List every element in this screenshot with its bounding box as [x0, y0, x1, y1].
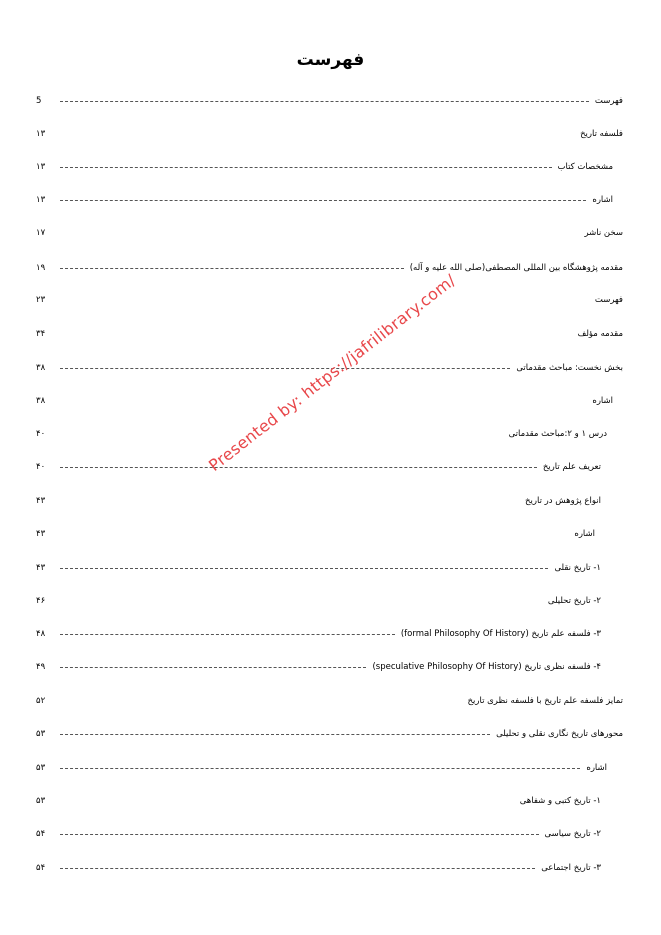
- toc-entry-label: مقدمه پژوهشگاه بین المللی المصطفی(صلی الله علیه و آله): [409, 263, 623, 273]
- toc-entry-label: اشاره: [592, 396, 613, 406]
- toc-entry[interactable]: [36, 626, 623, 642]
- toc-entry-label: ۱- تاریخ نقلی: [554, 563, 601, 573]
- dot-leader: [60, 834, 539, 835]
- toc-entry[interactable]: [36, 260, 623, 276]
- toc-entry-page: ۱۳: [36, 195, 46, 205]
- toc-entry[interactable]: [36, 826, 623, 842]
- toc-entry-page: ۵۲: [36, 696, 46, 706]
- toc-entry-page: ۵۴: [36, 829, 46, 839]
- toc-entry[interactable]: [36, 526, 623, 542]
- dot-leader: [60, 268, 404, 269]
- dot-leader: [60, 467, 537, 468]
- toc-entry-page: ۵۴: [36, 863, 46, 873]
- toc-entry-label: فلسفه تاریخ: [580, 129, 623, 139]
- toc-entry-page: 5: [36, 96, 42, 106]
- toc-entry-label: ۴- فلسفه نظری تاریخ (speculative Philosophy Of History): [372, 662, 601, 672]
- dot-leader: [60, 568, 548, 569]
- toc-entry[interactable]: [36, 493, 623, 509]
- toc-entry-page: ۴۶: [36, 596, 46, 606]
- toc-entry-page: ۴۰: [36, 462, 46, 472]
- toc-entry-label: اشاره: [592, 195, 613, 205]
- toc-entry-label: اشاره: [574, 529, 595, 539]
- toc-entry-label: ۲- تاریخ سیاسی: [544, 829, 601, 839]
- toc-entry-label: فهرست: [594, 96, 623, 106]
- dot-leader: [60, 667, 366, 668]
- toc-entry-page: ۱۷: [36, 228, 46, 238]
- toc-entry[interactable]: [36, 393, 623, 409]
- dot-leader: [60, 634, 395, 635]
- dot-leader: [60, 200, 586, 201]
- dot-leader: [60, 734, 490, 735]
- toc-entry-page: ۴۳: [36, 496, 46, 506]
- toc-entry-page: ۵۳: [36, 729, 46, 739]
- toc-entry-page: ۳۸: [36, 396, 46, 406]
- toc-entry[interactable]: [36, 326, 623, 342]
- toc-entry-label: درس ۱ و ۲:مباحث مقدماتی: [508, 429, 607, 439]
- toc-entry-label: مقدمه مؤلف: [577, 329, 623, 339]
- toc-entry-page: ۴۳: [36, 563, 46, 573]
- toc-entry-label: مشخصات کتاب: [557, 162, 613, 172]
- toc-entry-page: ۴۹: [36, 662, 46, 672]
- toc-entry-page: ۱۳: [36, 129, 46, 139]
- toc-entry[interactable]: [36, 593, 623, 609]
- toc-entry-page: ۵۳: [36, 796, 46, 806]
- toc-entry-page: ۲۳: [36, 295, 46, 305]
- toc-entry[interactable]: [36, 426, 623, 442]
- watermark: Presented by: https://jafrilibrary.com/: [205, 270, 460, 475]
- toc-entry[interactable]: [36, 225, 623, 241]
- toc-entry-label: اشاره: [586, 763, 607, 773]
- toc-entry-label: ۲- تاریخ تحلیلی: [547, 596, 601, 606]
- page-title: فهرست: [296, 50, 365, 70]
- toc-entry[interactable]: [36, 126, 623, 142]
- toc-entry[interactable]: [36, 459, 623, 475]
- toc-entry-page: ۴۸: [36, 629, 46, 639]
- toc-entry[interactable]: [36, 860, 623, 876]
- toc-entry[interactable]: [36, 659, 623, 675]
- toc-entry-label: تمایز فلسفه علم تاریخ با فلسفه نظری تاریخ: [467, 696, 623, 706]
- toc-entry-page: ۱۹: [36, 263, 46, 273]
- dot-leader: [60, 101, 589, 102]
- toc-entry-label: محورهای تاریخ نگاری نقلی و تحلیلی: [496, 729, 623, 739]
- toc-entry[interactable]: [36, 693, 623, 709]
- toc-entry-label: ۳- تاریخ اجتماعی: [541, 863, 601, 873]
- toc-entry-page: ۴۰: [36, 429, 46, 439]
- dot-leader: [60, 368, 510, 369]
- toc-entry[interactable]: [36, 726, 623, 742]
- toc-entry-page: ۴۳: [36, 529, 46, 539]
- toc-entry[interactable]: [36, 560, 623, 576]
- toc-entry-label: تعریف علم تاریخ: [542, 462, 601, 472]
- toc-entry-label: بخش نخست: مباحث مقدماتی: [516, 363, 623, 373]
- toc-entry-label: انواع پژوهش در تاریخ: [525, 496, 601, 506]
- dot-leader: [60, 167, 552, 168]
- toc-entry[interactable]: [36, 760, 623, 776]
- toc-entry-page: ۵۳: [36, 763, 46, 773]
- dot-leader: [60, 768, 580, 769]
- dot-leader: [60, 868, 535, 869]
- toc-entry[interactable]: [36, 292, 623, 308]
- toc-entry-label: ۱- تاریخ کتبی و شفاهی: [519, 796, 601, 806]
- toc-entry[interactable]: [36, 192, 623, 208]
- toc-entry[interactable]: [36, 793, 623, 809]
- toc-entry-label: ۳- فلسفه علم تاریخ (formal Philosophy Of History): [400, 629, 601, 639]
- toc-entry-label: فهرست: [594, 295, 623, 305]
- toc-entry-page: ۳۴: [36, 329, 46, 339]
- toc-entry-label: سخن ناشر: [584, 228, 623, 238]
- toc-entry-page: ۳۸: [36, 363, 46, 373]
- toc-entry[interactable]: [36, 159, 623, 175]
- toc-entry-page: ۱۳: [36, 162, 46, 172]
- toc-entry[interactable]: [36, 93, 623, 109]
